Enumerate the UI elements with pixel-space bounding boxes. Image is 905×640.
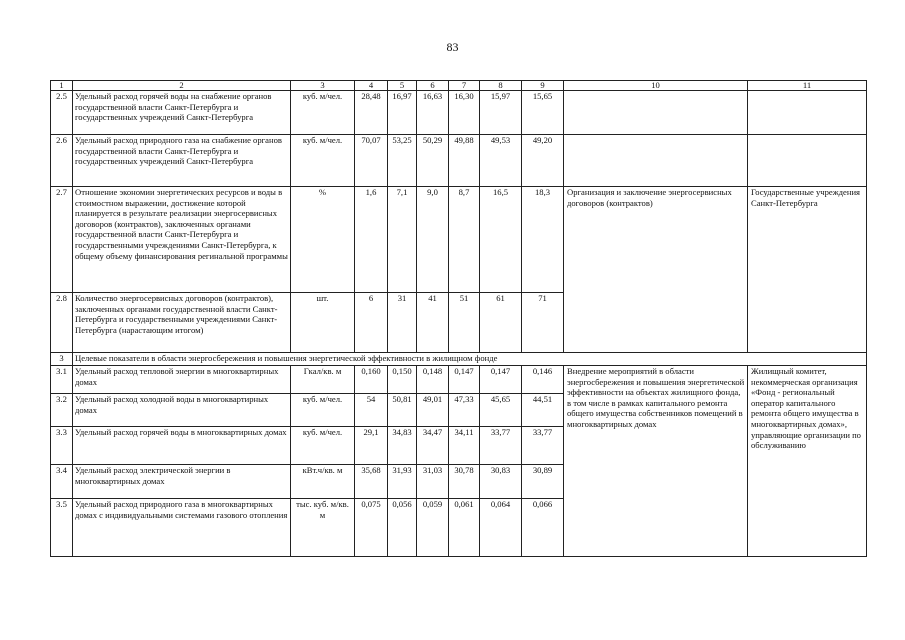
value-cell: 50,81	[388, 394, 417, 427]
col-header: 8	[480, 81, 522, 91]
value-cell: 30,83	[480, 465, 522, 499]
value-cell: 35,68	[355, 465, 388, 499]
measure-cell: Организация и заключение энергосервисных договоров (контрактов)	[564, 187, 748, 353]
value-cell: 29,1	[355, 427, 388, 465]
unit: Гкал/кв. м	[291, 366, 355, 394]
value-cell: 6	[355, 293, 388, 353]
indicator-name: Отношение экономии энергетических ресурсов и воды в стоимостном выражении, достижение которой планируется в результате реализации энергосервисных договоров (контрактов), заключенных органами государственной власти Санкт-Петербурга и государственными учреждениями Санкт-Петербурга, к общему объему финансирования регинальной программы	[73, 187, 291, 293]
value-cell: 49,20	[522, 135, 564, 187]
unit: кВт.ч/кв. м	[291, 465, 355, 499]
value-cell: 0,146	[522, 366, 564, 394]
value-cell: 15,65	[522, 91, 564, 135]
col-header: 6	[417, 81, 449, 91]
table-row	[51, 366, 867, 394]
executor-cell: Жилищный комитет, некоммерческая организация «Фонд - региональный оператор капитального ремонта общего имущества в многоквартирных домах», управляющие организации по обслуживанию	[748, 366, 867, 557]
value-cell: 54	[355, 394, 388, 427]
unit: шт.	[291, 293, 355, 353]
value-cell: 31	[388, 293, 417, 353]
value-cell: 71	[522, 293, 564, 353]
indicator-name: Удельный расход холодной воды в многоквартирных домах	[73, 394, 291, 427]
value-cell: 16,97	[388, 91, 417, 135]
value-cell: 30,89	[522, 465, 564, 499]
value-cell: 30,78	[449, 465, 480, 499]
col-header: 7	[449, 81, 480, 91]
value-cell: 45,65	[480, 394, 522, 427]
value-cell: 33,77	[522, 427, 564, 465]
value-cell: 16,63	[417, 91, 449, 135]
indicator-name: Удельный расход тепловой энергии в многоквартирных домах	[73, 366, 291, 394]
indicator-name: Удельный расход природного газа в многоквартирных домах с индивидуальными системами газового отопления	[73, 499, 291, 557]
page-number: 83	[446, 40, 459, 54]
row-number: 3.1	[51, 366, 73, 394]
value-cell: 0,147	[480, 366, 522, 394]
value-cell: 41	[417, 293, 449, 353]
row-number: 2.6	[51, 135, 73, 187]
value-cell: 70,07	[355, 135, 388, 187]
measure-cell-empty	[564, 135, 748, 187]
col-header: 11	[748, 81, 867, 91]
value-cell: 49,88	[449, 135, 480, 187]
value-cell: 47,33	[449, 394, 480, 427]
value-cell: 49,53	[480, 135, 522, 187]
unit: тыс. куб. м/кв. м	[291, 499, 355, 557]
executor-cell: Государственные учреждения Санкт-Петербурга	[748, 187, 867, 353]
row-number: 2.8	[51, 293, 73, 353]
indicator-name: Количество энергосервисных договоров (контрактов), заключенных органами государственной власти Санкт-Петербурга и государственными учреждениями Санкт-Петербурга (нарастающим итогом)	[73, 293, 291, 353]
value-cell: 44,51	[522, 394, 564, 427]
value-cell: 0,061	[449, 499, 480, 557]
value-cell: 0,075	[355, 499, 388, 557]
value-cell: 51	[449, 293, 480, 353]
value-cell: 9,0	[417, 187, 449, 293]
col-header: 5	[388, 81, 417, 91]
executor-cell-empty	[748, 91, 867, 135]
executor-cell-empty	[748, 135, 867, 187]
value-cell: 0,064	[480, 499, 522, 557]
row-number: 3.3	[51, 427, 73, 465]
section-title: Целевые показатели в области энергосбережения и повышения энергетической эффективности в жилищном фонде	[73, 353, 867, 366]
indicators-table	[50, 80, 867, 557]
unit: куб. м/чел.	[291, 394, 355, 427]
value-cell: 16,5	[480, 187, 522, 293]
row-number: 3.4	[51, 465, 73, 499]
value-cell: 31,03	[417, 465, 449, 499]
table-row	[51, 187, 867, 293]
indicator-name: Удельный расход электрической энергии в многоквартирных домах	[73, 465, 291, 499]
value-cell: 0,148	[417, 366, 449, 394]
unit: %	[291, 187, 355, 293]
value-cell: 49,01	[417, 394, 449, 427]
col-header: 1	[51, 81, 73, 91]
value-cell: 0,059	[417, 499, 449, 557]
value-cell: 34,47	[417, 427, 449, 465]
header-row	[51, 81, 867, 91]
col-header: 4	[355, 81, 388, 91]
value-cell: 53,25	[388, 135, 417, 187]
value-cell: 33,77	[480, 427, 522, 465]
section-number: 3	[51, 353, 73, 366]
measure-cell: Внедрение мероприятий в области энергосбережения и повышения энергетической эффективности на объектах жилищного фонда, в том числе в рамках капитального ремонта общего имущества собственников помещений в многоквартирных домах	[564, 366, 748, 557]
value-cell: 0,160	[355, 366, 388, 394]
table-row	[51, 135, 867, 187]
value-cell: 7,1	[388, 187, 417, 293]
indicator-name: Удельный расход горячей воды на снабжение органов государственной власти Санкт-Петербурга и государственных учреждений Санкт-Петербурга	[73, 91, 291, 135]
value-cell: 34,83	[388, 427, 417, 465]
value-cell: 1,6	[355, 187, 388, 293]
unit: куб. м/чел.	[291, 135, 355, 187]
value-cell: 50,29	[417, 135, 449, 187]
indicator-name: Удельный расход горячей воды в многоквартирных домах	[73, 427, 291, 465]
row-number: 3.5	[51, 499, 73, 557]
value-cell: 0,150	[388, 366, 417, 394]
value-cell: 0,147	[449, 366, 480, 394]
col-header: 9	[522, 81, 564, 91]
col-header: 3	[291, 81, 355, 91]
col-header: 2	[73, 81, 291, 91]
value-cell: 61	[480, 293, 522, 353]
unit: куб. м/чел.	[291, 91, 355, 135]
row-number: 2.5	[51, 91, 73, 135]
value-cell: 0,056	[388, 499, 417, 557]
indicator-name: Удельный расход природного газа на снабжение органов государственной власти Санкт-Петербурга и государственных учреждений Санкт-Петербурга	[73, 135, 291, 187]
value-cell: 28,48	[355, 91, 388, 135]
value-cell: 15,97	[480, 91, 522, 135]
value-cell: 31,93	[388, 465, 417, 499]
value-cell: 0,066	[522, 499, 564, 557]
table-row	[51, 91, 867, 135]
value-cell: 16,30	[449, 91, 480, 135]
col-header: 10	[564, 81, 748, 91]
value-cell: 8,7	[449, 187, 480, 293]
unit: куб. м/чел.	[291, 427, 355, 465]
row-number: 2.7	[51, 187, 73, 293]
section-row	[51, 353, 867, 366]
value-cell: 34,11	[449, 427, 480, 465]
value-cell: 18,3	[522, 187, 564, 293]
measure-cell-empty	[564, 91, 748, 135]
row-number: 3.2	[51, 394, 73, 427]
